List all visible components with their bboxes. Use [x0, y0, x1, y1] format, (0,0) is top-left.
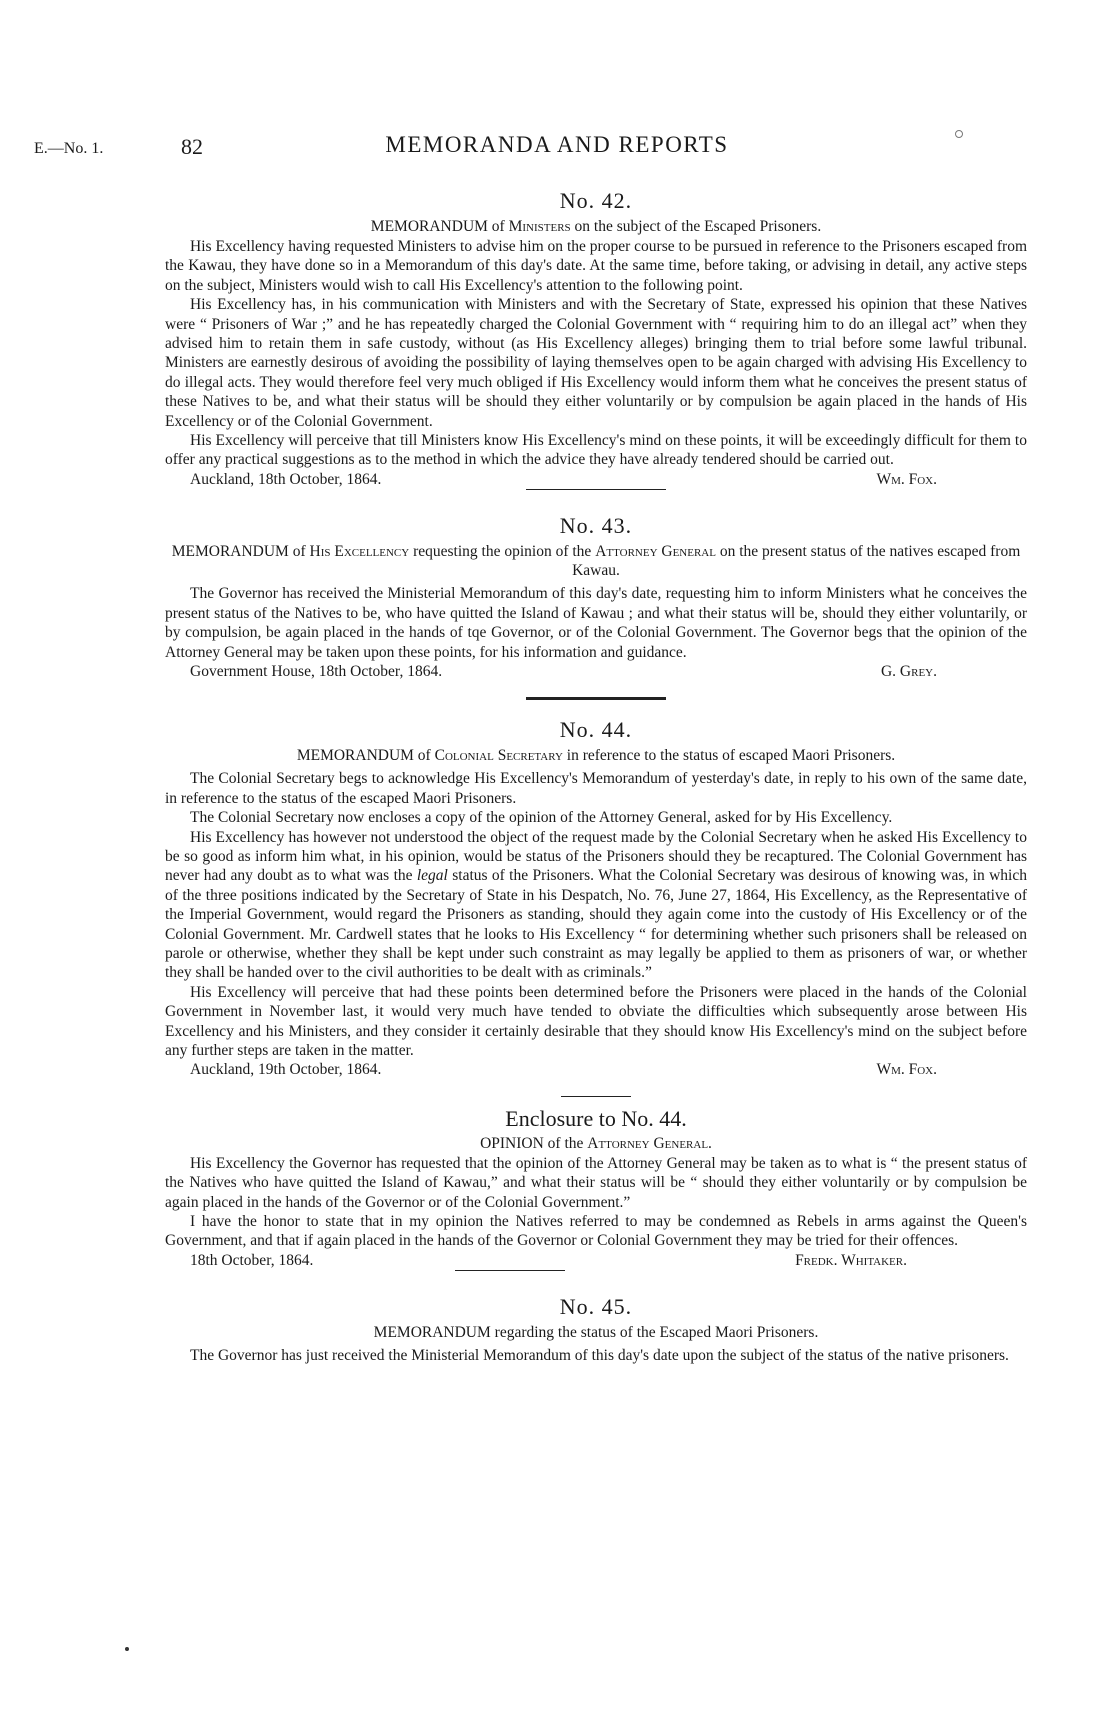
paragraph: The Colonial Secretary now encloses a copy of the opinion of the Attorney General, asked for by His Excellency. — [190, 809, 893, 827]
signature: Wm. Fox. — [876, 1061, 937, 1079]
signature: Wm. Fox. — [876, 470, 937, 488]
paragraph: I have the honor to state that in my opinion the Natives referred to may be condemned as Rebels in arms against the Queen's Government, and that if again placed in the hands of the Governor or Colonial Government they may be tried for their offences. — [165, 1213, 1027, 1250]
spacer — [165, 700, 1027, 716]
paragraph — [165, 828, 1027, 983]
heading-smallcaps: Attorney General — [587, 1134, 709, 1152]
memo-no-44 — [165, 716, 1027, 1080]
paragraph: The Governor has just received the Ministerial Memorandum of this day's date upon the subject of the status of the native prisoners. — [190, 1347, 1009, 1365]
heading-text: MEMORANDUM of — [171, 543, 310, 561]
heading-text: MEMORANDUM of — [370, 218, 509, 235]
paragraph: The Colonial Secretary begs to acknowledge His Excellency's Memorandum of yesterday's date, in reply to his own of the same date, in reference to the status of the escaped Maori Prisoners. — [165, 770, 1027, 807]
memo-no-43 — [165, 512, 1027, 681]
memo-number: No. 45. — [559, 1294, 633, 1320]
heading-smallcaps: Attorney General — [595, 543, 716, 561]
signature-line — [165, 470, 1027, 489]
place-date: Government House, 18th October, 1864. — [190, 662, 443, 680]
spacer — [165, 1271, 1027, 1293]
page-header — [0, 132, 1114, 162]
place-date: 18th October, 1864. — [190, 1251, 314, 1269]
heading-text: on the subject of the Escaped Prisoners. — [570, 218, 822, 235]
paragraph-text: His Excellency has however not understood the object of the request made by the Colonial Secretary when he asked His Excellency to be so good as inform him what, in his opinion, would be status of the Prisoners should they be recaptured. The Colonial Government has never had any doubt as to what was the — [165, 828, 1027, 885]
memo-heading — [165, 217, 1027, 236]
running-title: MEMORANDA AND REPORTS — [385, 132, 729, 157]
enclosure-title: Enclosure to No. 44. — [505, 1105, 687, 1131]
memo-no-45 — [165, 1293, 1027, 1365]
paragraph: The Governor has received the Ministerial Memorandum of this day's date, requesting him to inform Ministers what he conceives the present status of the Natives to be, who have quitted the Island of Kawau ; and what their status will be, should they either voluntarily, or by compulsion, be again placed in the hands of tqe Governor, or of the Colonial Government. The Governor begs that the opinion of the Attorney General may be taken upon these points, for his information and guidance. — [165, 585, 1027, 661]
memo-number: No. 44. — [559, 717, 633, 743]
place-date: Auckland, 19th October, 1864. — [190, 1061, 382, 1079]
place-date: Auckland, 18th October, 1864. — [190, 470, 382, 488]
memo-heading — [165, 746, 1027, 765]
enclosure-heading — [165, 1134, 1027, 1153]
parliamentary-paper-ref: E.—No. 1. — [34, 140, 104, 157]
memo-number: No. 43. — [559, 513, 633, 539]
memo-heading — [165, 542, 1027, 580]
signature: G. Grey. — [880, 662, 937, 680]
paragraph: His Excellency having requested Ministers to advise him on the proper course to be pursued in reference to the Prisoners escaped from the Kawau, they have done so in a Memorandum of this day's date. At the same time, before taking, or advising in detail, any active steps on the subject, Ministers would wish to call His Excellency's attention to the following point. — [165, 238, 1027, 294]
signature: Fredk. Whitaker. — [795, 1251, 907, 1269]
heading-text: MEMORANDUM of — [296, 747, 435, 765]
emphasis: legal — [416, 867, 448, 885]
heading-smallcaps: Ministers — [508, 218, 571, 235]
heading-text: on the present status of the natives escaped from Kawau. — [572, 543, 1021, 580]
paragraph-text: status of the Prisoners. What the Colonial Secretary was desirous of knowing was, in which of the three positions indicated by the Secretary of State in his Despatch, No. 76, June 27, 1864, His Excellency, as the Representative of the Imperial Government, would regard the Prisoners as standing, should they again come into the custody of His Excellency or of the Colonial Government. Mr. Cardwell states that he looks to His Excellency “ for determining whether such prisoners shall be released on parole or otherwise, whether they shall be kept under such constraint as may legally be applied to them as prisoners of war, or whether they shall be handed over to the civil authorities to be dealt with as criminals.” — [165, 867, 1027, 982]
spacer — [165, 1080, 1027, 1096]
page-number: 82 — [181, 134, 203, 159]
heading-text: requesting the opinion of the — [409, 543, 596, 561]
signature-line — [165, 662, 1027, 681]
paragraph: His Excellency the Governor has requested that the opinion of the Attorney General may be taken as to what is “ the present status of the Natives who have quitted the Island of Kawau,” and what their status will be “ should they either voluntarily or by compulsion be again placed in the hands of the Governor or of the Colonial Government.” — [165, 1154, 1027, 1211]
page-mark — [125, 1647, 129, 1651]
heading-text: . — [708, 1134, 712, 1152]
heading-text: in reference to the status of escaped Maori Prisoners. — [562, 747, 896, 765]
paragraph: His Excellency will perceive that had these points been determined before the Prisoners were placed in the hands of the Colonial Government in November last, it would very much have tended to obviate the difficulties which subsequently arose between His Excellency and his Ministers, and they consider it certainly desirable that they should know His Excellency's mind on the subject before any further steps are taken in the matter. — [165, 983, 1027, 1059]
spacer — [165, 681, 1027, 697]
page-body — [165, 187, 1027, 1366]
memo-number: No. 42. — [559, 188, 633, 213]
signature-line — [165, 1251, 1027, 1270]
heading-smallcaps: His Excellency — [309, 543, 410, 561]
signature-line — [165, 1060, 1027, 1079]
paragraph: His Excellency has, in his communication with Ministers and with the Secretary of State, expressed his opinion that these Natives were “ Prisoners of War ;” and he has repeatedly charged the Colonial Government with “ requiring him to do an illegal act” when they advised him to retain them in safe custody, without (as His Excellency alleges) bringing them to trial before some lawful tribunal. Ministers are earnestly desirous of avoiding the possibility of laying themselves open to be again charged with advising His Excellency to do illegal acts. They would therefore feel very much obliged if His Excellency would inform them what he conceives the present status of these Natives to be, and what their status will be should they either voluntarily or by compulsion be again placed in the hands of His Excellency or of the Colonial Government. — [165, 296, 1027, 430]
spacer — [165, 490, 1027, 512]
heading-text: OPINION of the — [480, 1134, 588, 1152]
memo-heading: MEMORANDUM regarding the status of the Escaped Maori Prisoners. — [373, 1324, 819, 1342]
memo-no-42 — [165, 187, 1027, 489]
heading-smallcaps: Colonial Secretary — [434, 747, 563, 765]
paragraph: His Excellency will perceive that till Ministers know His Excellency's mind on these points, it will be exceedingly difficult for them to offer any practical suggestions as to the method in which the advice they have already tendered should be carried out. — [165, 432, 1027, 469]
enclosure-no-44 — [165, 1105, 1027, 1270]
